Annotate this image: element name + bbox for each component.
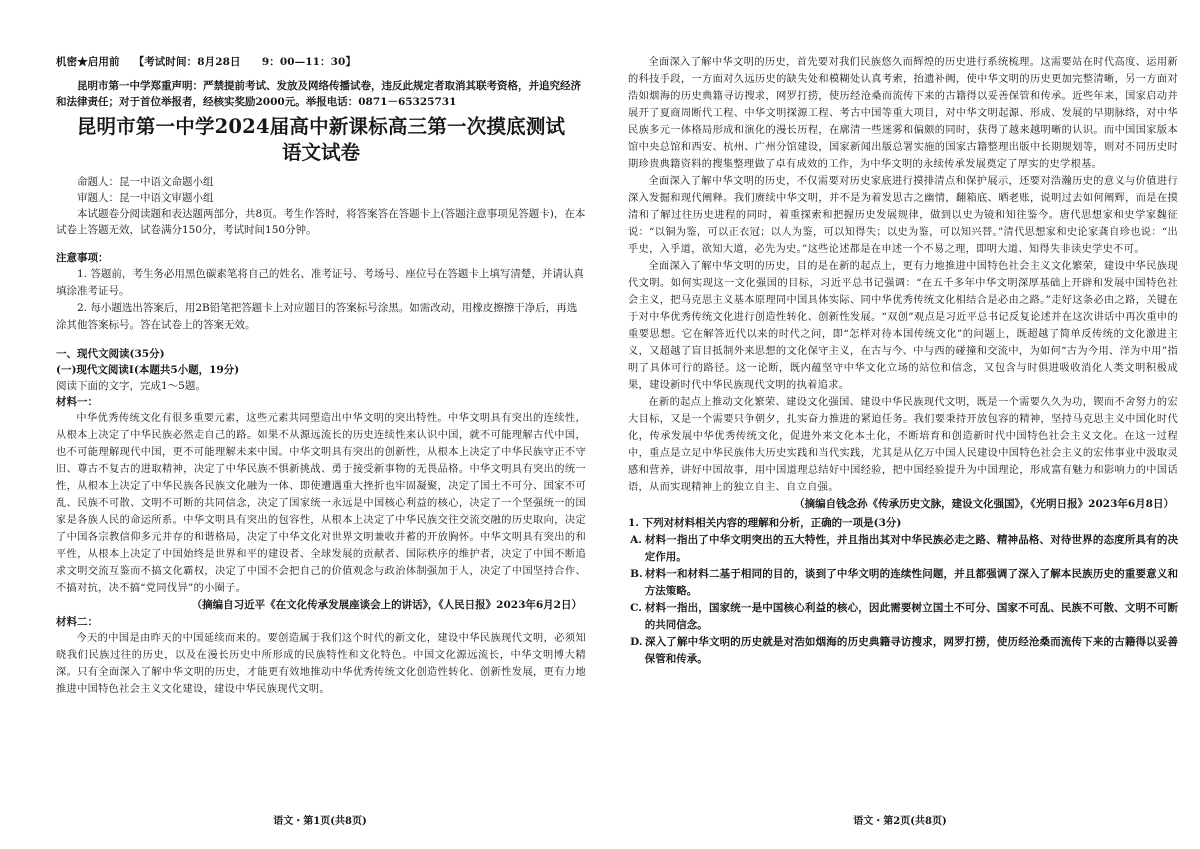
answer-option-c bbox=[628, 600, 1178, 634]
option-letter: A. bbox=[630, 534, 642, 546]
material-source: （摘编自钱念孙《传承历史文脉，建设文化强国》，《光明日报》2023年6月8日） bbox=[794, 498, 1174, 510]
note-item: 1. 答题前，考生务必用黑色碳素笔将自己的姓名、准考证号、考场号、座位号在答题卡上填写清楚，并请认真填涂准考证号。 bbox=[56, 268, 584, 297]
body-paragraph: 全面深入了解中华文明的历史，不仅需要对历史家底进行摸排清点和保护展示，还要对浩瀚历史的意义与价值进行深入发掘和现代阐释。我们赓续中华文明，并不是为着发思古之幽情，翻箱底、晒老账，说明过去如何阐辉，而是在摸清和了解过往历史进程的同时，着重探索和把握历史发展规律，做到以史为镜和知往鉴今。唐代思想家和史学家魏征说：“以铜为鉴，可以正衣冠；以人为鉴，可以知得失；以史为鉴，可以知兴替。”清代思想家和史论家龚自珍也说：“出乎史，入乎道，欲知大道，必先为史。”这些论述都是在申述一个不易之理，即明大道、知得失非读史学史不可。 bbox=[628, 176, 1178, 255]
material-source: （摘编自习近平《在文化传承发展座谈会上的讲话》，《人民日报》2023年6月2日） bbox=[191, 599, 582, 611]
option-text: 材料一指出，国家统一是中国核心利益的核心，因此需要树立国土不可分、国家不可乱、民族不可散、文明不可断的共同信念。 bbox=[644, 602, 1178, 631]
exam-subtitle: 语文试卷 bbox=[281, 141, 360, 164]
setter-line: 命题人：昆一中语文命题小组 bbox=[77, 176, 214, 188]
answer-option-b bbox=[628, 566, 1178, 600]
school-declaration: 昆明市第一中学郑重声明：严禁提前考试、发放及网络传播试卷，违反此规定者取消其联考资格，并追究经济和法律责任；对于首位举报者，经核实奖励2000元。举报电话：0871－65325731 bbox=[56, 80, 581, 108]
material-label: 材料一： bbox=[56, 396, 98, 408]
section-heading: 一、现代文阅读(35分) bbox=[56, 348, 165, 360]
body-paragraph: 在新的起点上推动文化繁荣、建设文化强国、建设中华民族现代文明，既是一个需要久久为功，锲而不舍努力的宏大目标，又是一个需要只争朝夕，扎实奋力推进的紧迫任务。我们要秉持开放包容的精神，坚持马克思主义中国化时代化，传承发展中华优秀传统文化，促进外来文化本土化，不断培育和创造新时代中国特色社会主义文化。在这一过程中，重点是立足中华民族伟大历史实践和当代实践，尤其是从亿万中国人民建设中国特色社会主义的宏伟事业中汲取灵感和营养，讲好中国故事，用中国道理总结好中国经验，把中国经验提升为中国理论，形成富有魅力和影响力的中国话语，从而实现精神上的独立自主、自立自强。 bbox=[628, 397, 1178, 493]
page-footer: 语文・第1页(共8页) bbox=[273, 816, 367, 827]
notes-heading: 注意事项： bbox=[56, 252, 109, 264]
exam-title: 昆明市第一中学2024届高中新课标高三第一次摸底测试 bbox=[76, 115, 566, 138]
answer-option-d bbox=[628, 634, 1178, 668]
body-paragraph: 全面深入了解中华文明的历史，目的是在新的起点上，更有力地推进中国特色社会主义文化繁荣，建设中华民族现代文明。如何实现这一文化强国的目标，习近平总书记强调：“在五千多年中华文明深厚基础上开辟和发展中国特色社会主义，把马克思主义基本原理同中国具体实际、同中华优秀传统文化相结合是必由之路。”走好这条必由之路，关键在于对中华优秀传统文化进行创造性转化、创新性发展。“双创”观点是习近平总书记反复论述并在这次讲话中再次重申的重要思想。它在解答近代以来的时代之问，即“怎样对待本国传统文化”的问题上，既超越了简单反传统的文化激进主义，又超越了盲目抵制外来思想的文化保守主义，在古与今、中与西的碰撞和交流中，为如何“古为今用、洋为中用”指明了具体可行的路径。这一论断，既内蕴坚守中华文化立场的站位和信念，又包含与时俱进吸收消化人类文明积极成果，建设新时代中华民族现代文明的执着追求。 bbox=[628, 261, 1178, 391]
answer-option-a bbox=[628, 532, 1178, 566]
material-label: 材料二： bbox=[56, 616, 98, 628]
note-item: 2. 每小题选出答案后，用2B铅笔把答题卡上对应题目的答案标号涂黑。如需改动，用橡皮擦擦干净后，再选涂其他答案标号。答在试卷上的答案无效。 bbox=[56, 302, 578, 331]
material-two-text: 今天的中国是由昨天的中国延续而来的。要创造属于我们这个时代的新文化，建设中华民族现代文明，必须知晓我们民族过往的历史，以及在漫长历史中所形成的民族特性和文化特色。中国文化源远流长，中华文明博大精深。只有全面深入了解中华文明的历史，才能更有效地推动中华优秀传统文化创造性转化、创新性发展，更有力地推进中国特色社会主义文化建设，建设中华民族现代文明。 bbox=[56, 633, 586, 695]
exam-page-right bbox=[600, 0, 1200, 849]
body-paragraph: 全面深入了解中华文明的历史，首先要对我们民族悠久而辉煌的历史进行系统梳理。这需要站在时代高度、运用新的科技手段，一方面对久远历史的缺失处和模糊处认真考索，抬遗补阙，使中华文明的历史更加完整清晰，另一方面对浩如烟海的历史典籍寻访搜求，网罗打捞，使历经沧桑而流传下来的古籍得以妥善保管和传承。近些年来，国家启动并展开了夏商周断代工程、中华文明探源工程、考古中国等重大项目，对中华文明起源、形成、发展的早期脉络，对中华民族多元一体格局形成和演化的漫长历程，在廓清一些迷雾和偏颇的同时，获得了越来越明晰的认识。而中国国家版本馆中央总馆和西安、杭州、广州分馆建设，国家新闻出版总署实施的国家古籍整理出版中长期规划等，则对不同历史时期珍贵典籍资料的搜集整理做了卓有成效的工作，为中华文明的永续传承发展奠定了厚实的史学根基。 bbox=[628, 57, 1178, 170]
header-line bbox=[56, 54, 586, 69]
option-letter: B. bbox=[630, 568, 643, 580]
reading-instruction: 阅读下面的文字，完成1～5题。 bbox=[56, 380, 206, 392]
page-footer: 语文・第2页(共8页) bbox=[853, 816, 947, 827]
question-stem: 1. 下列对材料相关内容的理解和分析，正确的一项是(3分) bbox=[628, 517, 902, 529]
option-text: 深入了解中华文明的历史就是对浩如烟海的历史典籍寻访搜求，网罗打捞，使历经沧桑而流传下来的古籍得以妥善保管和传承。 bbox=[644, 636, 1178, 665]
subsection-heading: (一)现代文阅读Ⅰ(本题共5小题，19分) bbox=[56, 364, 240, 376]
option-letter: D. bbox=[630, 636, 643, 648]
option-text: 材料一和材料二基于相同的目的，谈到了中华文明的连续性问题，并且都强调了深入了解本民族历史的重要意义和方法策略。 bbox=[644, 568, 1178, 597]
exam-time: 【考试时间：8月28日 9：00—11：30】 bbox=[133, 56, 357, 68]
material-one-text: 中华优秀传统文化有很多重要元素，这些元素共同塑造出中华文明的突出特性。中华文明具有突出的连续性，从根本上决定了中华民族必然走自己的路。如果不从源远流长的历史连续性来认识中国，就不可能理解古代中国，也不可能理解现代中国，更不可能理解未来中国。中华文明具有突出的创新性，从根本上决定了中华民族守正不守旧、尊古不复古的进取精神，决定了中华民族不惧新挑战、勇于接受新事物的无畏品格。中华文明具有突出的统一性，从根本上决定了中华民族各民族文化融为一体、即使遭遇重大挫折也牢固凝聚，决定了国土不可分、国家不可乱、民族不可散、文明不可断的共同信念，决定了国家统一永远是中国核心利益的核心，决定了一个坚强统一的国家是各族人民的命运所系。中华文明具有突出的包容性，从根本上决定了中华民族交往交流交融的历史取向，决定了中国各宗教信仰多元并存的和谐格局，决定了中华文化对世界文明兼收并蓄的开放胸怀。中华文明具有突出的和平性，从根本上决定了中国始终是世界和平的建设者、全球发展的贡献者、国际秩序的维护者，决定了中国不断追求文明交流互鉴而不搞文化霸权，决定了中国不会把自己的价值观念与政治体制强加于人，决定了中国坚持合作、不搞对抗，决不搞“党同伐异”的小圈子。 bbox=[56, 413, 586, 594]
confidential-label: 机密★启用前 bbox=[56, 56, 120, 68]
option-letter: C. bbox=[630, 602, 642, 614]
exam-intro: 本试题卷分阅读题和表达题两部分，共8页。考生作答时，将答案答在答题卡上(答题注意事项见答题卡)，在本试卷上答题无效，试卷满分150分，考试时间150分钟。 bbox=[56, 208, 586, 236]
option-text: 材料一指出了中华文明突出的五大特性，并且指出其对中华民族必走之路、精神品格、对待世界的态度所具有的决定作用。 bbox=[644, 534, 1178, 563]
reviewer-line: 审题人：昆一中语文审题小组 bbox=[77, 192, 214, 204]
